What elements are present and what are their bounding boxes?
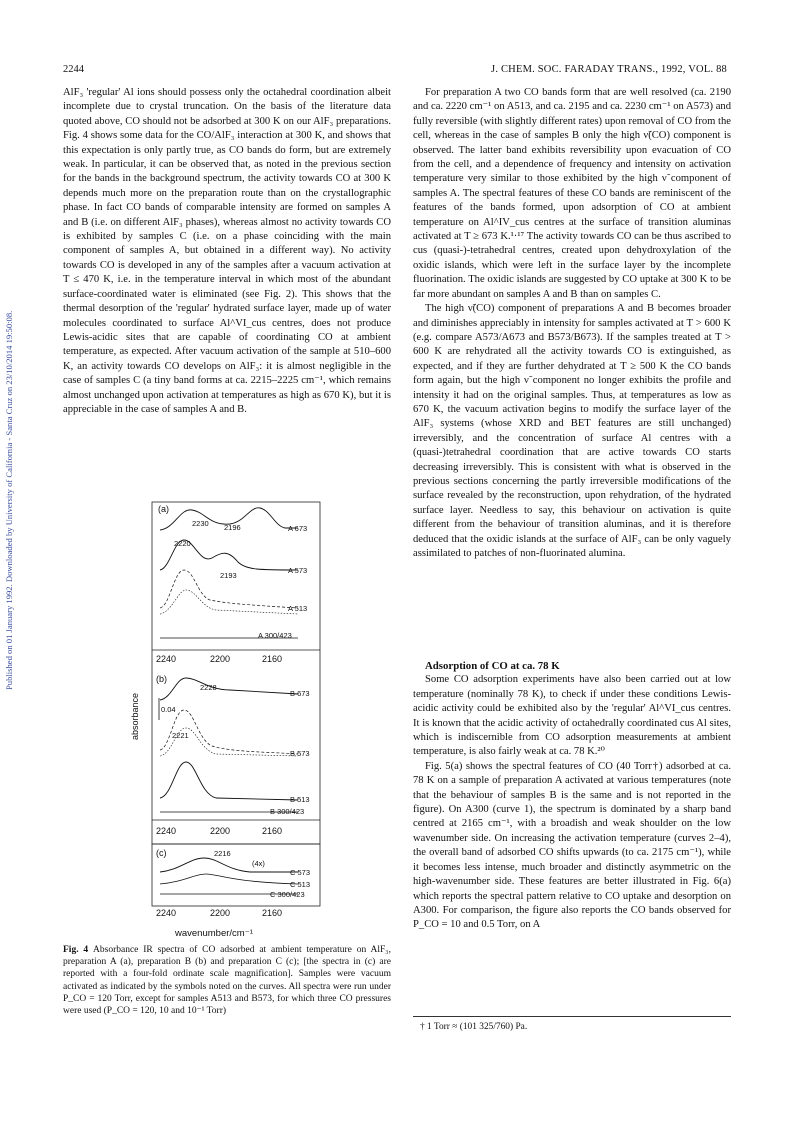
curve-label: A 673 [288,524,308,533]
curve-a513-low [160,590,298,614]
peak-label: 2221 [172,731,189,740]
peak-label: 2220 [174,539,191,548]
panel-a-tag: (a) [158,504,169,514]
panel-c-tag: (c) [156,848,167,858]
x-tick: 2160 [262,826,283,836]
curve-label: B 573 [290,749,310,758]
journal-header: J. CHEM. SOC. FARADAY TRANS., 1992, VOL. 88 [491,64,727,75]
right-column-lower [413,659,731,933]
figure-caption [63,928,391,1017]
magnification-label: (4x) [252,859,265,868]
curve-label: A 573 [288,566,308,575]
peak-label: 2196 [224,523,241,532]
scale-bar-label: 0.04 [161,705,176,714]
caption-text: Absorbance IR spectra of CO adsorbed at ambient temperature on AlF₃, preparation A (a), preparation B (b) and preparation C (c); [the spectra in (c) are reported with a four-fold ordinate scale magnification]. Samples were vacuum activated as indicated by the symbols noted on the curves. All spectra were run under P_CO = 120 Torr, except for samples A513 and B573, for which three CO pressures were used (P_CO = 120, 10 and 10⁻¹ Torr) [63,945,391,1017]
left-column [63,86,391,417]
x-tick: 2200 [210,654,231,664]
figure-4-plot [120,500,330,916]
peak-label: 2216 [214,849,231,858]
curve-b673 [160,678,298,700]
curve-label: C 513 [290,880,311,889]
right-column [413,86,731,561]
peak-label: 2193 [220,571,237,580]
peak-label: 2228 [200,683,217,692]
x-tick: 2240 [156,826,177,836]
right-paragraph-4: Fig. 5(a) shows the spectral features of CO (40 Torr†) adsorbed at ca. 78 K on a sample of preparation A activated at various temperatures (note that the behaviour of samples B is the same and is not reported in the figure). On A300 (curve 1), the spectrum is dominated by a sharp band centred at 2165 cm⁻¹, with a broadish and weak shoulder on the low wavenumber side. On increasing the activation temperature (curves 2–4), the overall band of adsorbed CO shifts upwards (to ca. 2175 cm⁻¹), while it becomes less intense, much broader and distinctly asymmetric on the high-wavenumber side. These features are better illustrated in Fig. 6(a) which reports the spectral pattern relative to CO uptake and desorption on A300. For comparison, the figure also reports the CO bands observed for P_CO = 10 and 0.5 Torr, on A [413,760,731,931]
download-watermark: Published on 01 January 1992. Downloaded by University of California - Santa Cruz on 23/10/2014 19:50:08. [4,310,14,690]
curve-c513 [160,874,298,884]
right-paragraph-1: For preparation A two CO bands form that are well resolved (ca. 2190 and ca. 2220 cm⁻¹ on A513, and ca. 2195 and ca. 2230 cm⁻¹ on A573) and fully reversible (with slightly different rates) upon removal of CO from the cell, whereas in the case of samples B only the high ν̃(CO) component is observed. The latter band exhibits reversibility upon evacuation of CO from the cell, and a dependence of frequency and intensity on activation temperature very similar to those exhibited by the high ν̃ component of samples A. The spectral features of these CO bands are reminiscent of the features of the bands formed, upon adsorption of CO at ambient temperature on Al^IV_cus centres at the surface of transition aluminas activated at T ≥ 673 K.¹·¹⁷ The activity towards CO can be thus ascribed to cus (quasi-)-tetrahedral centres, created upon dehydroxylation of the oxidic islands, which were left in the surface layer by the incomplete fluorination. The oxidic islands are suggested by CO uptake at 300 K to be far more abundant on samples A and B than on samples C. [413,87,731,300]
peak-label: 2230 [192,519,209,528]
right-paragraph-2: The high ν̃(CO) component of preparations A and B becomes broader and diminishes appreciably in intensity for samples activated at T > 600 K (e.g. compare A573/A673 and B573/B673). If the samples treated at T > 600 K are rehydrated all the activity towards CO is extinguished, as expected, and if they are further dehydrated at T ≥ 500 K the CO bands form again, but the high ν̃ component no longer exhibits the profile and intensity it had on the original samples. Thus, at temperatures as low as 670 K, the vacuum activation begins to modify the surface layer of the AlF₃ systems (whose XRD and BET features are still unchanged) irreversibly, and the concentration of surface Al centres with a (quasi-)tetrahedral coordination that are active towards CO starts decreasing irreversibly. This is consistent with what is observed in the previous sections concerning the partly irreversible modifications of the surface revealed by the reconstruction, upon rehydration, of the hydrated surface layer. Needless to say, this behaviour on activation is quite different from the behaviour of transition aluminas, and it is therefore deduced that the oxidic islands at the surface of AlF₃ can be only vaguely assimilated to patches of non-fluorinated alumina. [413,303,731,559]
caption-label: Fig. 4 [63,945,89,955]
curve-label: C 300/423 [270,890,305,899]
curve-b513 [160,762,298,800]
curve-label: B 673 [290,689,310,698]
x-tick: 2200 [210,826,231,836]
figure-frame [152,502,320,844]
curve-label: B 300/423 [270,807,305,816]
curve-label: B 513 [290,795,310,804]
figure-4 [120,500,330,916]
panel-b-tag: (b) [156,674,167,684]
footnote: † 1 Torr ≈ (101 325/760) Pa. [420,1022,528,1032]
x-tick: 2160 [262,654,283,664]
page-number: 2244 [63,64,84,75]
x-tick: 2240 [156,908,177,916]
curve-label: C 573 [290,868,311,877]
x-tick: 2200 [210,908,231,916]
curve-label: A 300/423 [258,631,292,640]
curve-c573 [160,858,298,872]
section-title: Adsorption of CO at ca. 78 K [425,660,560,672]
footnote-divider [413,1016,731,1017]
x-tick: 2160 [262,908,283,916]
x-tick: 2240 [156,654,177,664]
right-paragraph-3: Some CO adsorption experiments have also been carried out at low temperature (nominally 78 K), to check if under these conditions Lewis-acidic activity could be exhibited also by the 'regular' Al^VI_cus centres. It is known that the acidic activity of octahedrally coordinated cus Al sites, which is indiscernible from CO adsorption measurements at ambient temperature, is also fairly weak at ca. 78 K.²⁰ [413,674,731,758]
y-axis-label: absorbance [130,692,140,740]
left-paragraph-1: AlF₃ 'regular' Al ions should possess only the octahedral coordination albeit incomplete due to crystal truncation. On the basis of the literature data quoted above, CO should not be adsorbed at 300 K on our AlF₃ preparations. Fig. 4 shows some data for the CO/AlF₃ interaction at 300 K, and shows that this expectation is only partly true, as CO bands do form, but are extremely weak. In particular, it can be observed that, as noted in the previous section for the bands in the background spectrum, the activity towards CO at 300 K depends much more on the preparation route than on the crystallographic phase. In fact CO bands of comparable intensity are formed on samples A and B (i.e. on different AlF₃ phases), whereas almost no activity towards CO is exhibited by samples C (i.e. on a phase coinciding with the main component of samples A, but obtained in a different way). No activity towards CO is developed in any of the samples after a vacuum activation at T ≤ 470 K, i.e. in the temperature interval in which most of the abundant surface-coordinated water is eliminated (see Fig. 2). This shows that the thermal desorption of the 'regular' hydrated surface layer, made up of water molecules coordinated to surface Al^VI_cus centres, does not produce Lewis-acidic sites that are capable of coordinating CO at ambient temperature, as expected. After vacuum activation of the sample at 510–600 K, an activity towards CO develops on AlF₃: it is almost negligible in the case of samples C (a tiny band forms at ca. 2215–2225 cm⁻¹, which remains almost unchanged upon activation at temperatures as high as 670 K), but it is appreciable in the case of samples A and B. [63,87,391,415]
x-axis-label: wavenumber/cm⁻¹ [175,928,253,939]
curve-label: A 513 [288,604,308,613]
